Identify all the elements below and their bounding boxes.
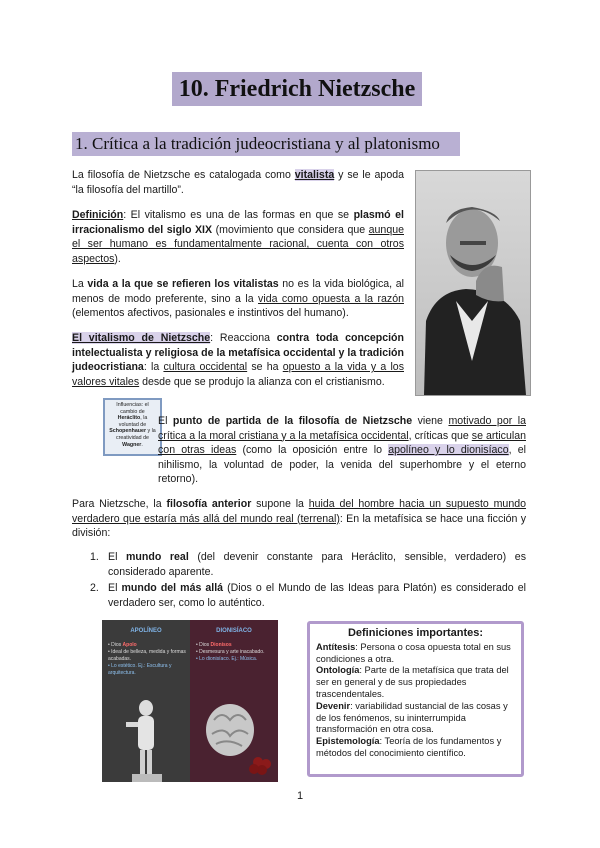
paragraph-definicion: Definición: El vitalismo es una de las formas en que se plasmó el irracionalismo del siglo XIX (movimiento que considera que aunque el ser humano es fundamentalmente racional, cuenta con otros aspectos). bbox=[72, 209, 404, 265]
dionisiaco-bullets: • Dios Dionisos • Desmesura y arte inacabado. • Lo dionisíaco. Ej.: Música. bbox=[196, 642, 265, 662]
page-title: 10. Friedrich Nietzsche bbox=[172, 72, 422, 106]
section-heading: 1. Crítica a la tradición judeocristiana y al platonismo bbox=[72, 132, 460, 156]
paragraph-vitalismo-nietzsche: El vitalismo de Nietzsche: Reacciona contra toda concepción intelectualista y religiosa de la metafísica occidental y la tradición judeocristiana: la cultura occidental se ha opuesto a la vida y a los valores vitales desde que se produjo la alianza con el cristianismo. bbox=[72, 332, 404, 388]
definition-item: Ontología: Parte de la metafísica que trata del ser en general y de sus propiedades trascendentales. bbox=[316, 665, 509, 699]
definitions-heading: Definiciones importantes: bbox=[347, 627, 484, 639]
paragraph-vitalista: La filosofía de Nietzsche es catalogada como vitalista y se le apoda “la filosofía del martillo”. bbox=[72, 169, 404, 196]
apolineo-bullets: • Dios Apolo • Ideal de belleza, medida y formas acabadas. • Lo estético. Ej.: Escultura y arquitectura. bbox=[108, 642, 186, 676]
worlds-list bbox=[90, 550, 526, 610]
nietzsche-portrait bbox=[415, 170, 531, 396]
paragraph-vida: La vida a la que se refieren los vitalistas no es la vida biológica, al menos de modo preferente, sino a la vida como opuesta a la razón (elementos afectivos, pasionales e instintivos del humano). bbox=[72, 278, 404, 320]
definition-item: Devenir: variabilidad sustancial de las cosas y de los fenómenos, su ininterrumpida transformación en otra cosa. bbox=[316, 700, 508, 735]
influences-note: Influencias: el cambio de Heráclito, la voluntad de Schopenhauer y la creatividad de Wagner. bbox=[103, 398, 162, 456]
dionysus-sculpture-icon bbox=[200, 690, 276, 780]
apolineo-title: APOLÍNEO bbox=[130, 628, 162, 634]
definition-item: Epistemología: Teoría de los fundamentos y métodos del conocimiento científico. bbox=[316, 736, 502, 758]
apolineo-column bbox=[102, 620, 190, 782]
dionisiaco-title: DIONISÍACO bbox=[216, 628, 252, 634]
apollo-statue-icon bbox=[116, 698, 176, 782]
paragraph-punto-partida: El punto de partida de la filosofía de Nietzsche viene motivado por la crítica a la moral cristiana y a la metafísica occidental, críticas que se articulan con otras ideas (como la oposición entre lo apolíneo y lo dionisíaco, el nihilismo, la voluntad de poder, la venida del superhombre y el eterno retorno). bbox=[158, 415, 526, 486]
page-number: 1 bbox=[296, 790, 304, 802]
apolineo-dionisiaco-image bbox=[102, 620, 278, 782]
paragraph-filosofia-anterior: Para Nietzsche, la filosofía anterior supone la huida del hombre hacia un supuesto mundo verdadero que estaría más allá del mundo real (terrenal): En la metafísica se hace una ficción y división: bbox=[72, 498, 527, 540]
definition-item: Antítesis: Persona o cosa opuesta total en sus condiciones a otra. bbox=[316, 641, 511, 664]
definitions-box bbox=[307, 621, 524, 777]
list-item: 2. El mundo del más allá (Dios o el Mundo de las Ideas para Platón) es considerado el verdadero ser, como lo auténtico. bbox=[90, 582, 526, 609]
dionisiaco-column bbox=[190, 620, 278, 782]
list-item: 1. El mundo real (del devenir constante para Heráclito, sensible, verdadero) es considerado aparente. bbox=[90, 551, 526, 578]
